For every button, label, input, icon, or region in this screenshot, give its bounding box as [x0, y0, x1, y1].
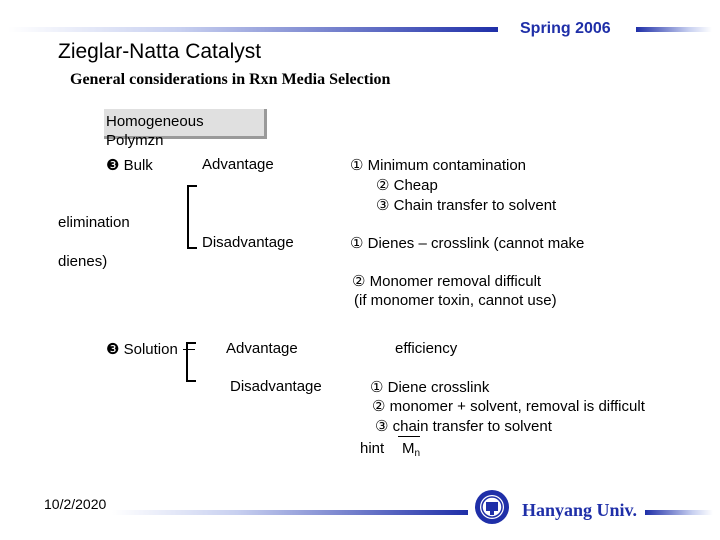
bulk-wrap-elimination: elimination: [58, 214, 130, 231]
bulk-advantage-label: Advantage: [202, 156, 274, 173]
mn-overbar: [398, 436, 420, 437]
bulk-wrap-dienes: dienes): [58, 253, 108, 270]
solution-label: ❸ Solution: [106, 341, 178, 358]
bottom-decorative-bar: [112, 510, 468, 515]
bulk-advantage-2: ② Cheap: [376, 177, 438, 194]
bulk-label: ❸ Bulk: [106, 157, 153, 174]
mn-symbol: [402, 440, 420, 459]
mn-subscript: n: [414, 448, 421, 459]
solution-disadvantage-2: ② monomer + solvent, removal is difficult: [372, 398, 645, 415]
top-decorative-bar-right: [636, 27, 712, 32]
bottom-decorative-bar-right: [645, 510, 713, 515]
university-name: Hanyang Univ.: [522, 500, 638, 520]
bulk-advantage-1: ① Minimum contamination: [350, 157, 527, 174]
bulk-disadvantage-1: ① Dienes – crosslink (cannot make: [350, 235, 585, 252]
term-label: Spring 2006: [520, 20, 611, 37]
bulk-advantage-3: ③ Chain transfer to solvent: [376, 197, 557, 214]
slide-title: Zieglar-Natta Catalyst: [58, 40, 262, 63]
homogeneous-label-line2: Polymzn: [106, 132, 164, 149]
university-seal-icon: [474, 489, 510, 525]
bulk-disadvantage-2: ② Monomer removal difficult: [352, 273, 542, 290]
solution-advantage-label: Advantage: [226, 340, 298, 357]
top-decorative-bar: [8, 27, 498, 32]
hint-label: hint: [360, 440, 385, 457]
footer-date: 10/2/2020: [44, 496, 107, 512]
solution-advantage-text: efficiency: [395, 340, 458, 357]
bulk-bracket: [187, 185, 197, 249]
mn-letter: M: [402, 440, 415, 457]
slide-subtitle: General considerations in Rxn Media Selection: [70, 71, 391, 88]
solution-disadvantage-label: Disadvantage: [230, 378, 322, 395]
bulk-disadvantage-3: (if monomer toxin, cannot use): [354, 292, 557, 309]
solution-bracket: [186, 342, 196, 382]
solution-disadvantage-3: ③ chain transfer to solvent: [375, 418, 552, 435]
homogeneous-label-line1: Homogeneous: [106, 113, 204, 130]
solution-disadvantage-1: ① Diene crosslink: [370, 379, 490, 396]
bulk-disadvantage-label: Disadvantage: [202, 234, 294, 251]
